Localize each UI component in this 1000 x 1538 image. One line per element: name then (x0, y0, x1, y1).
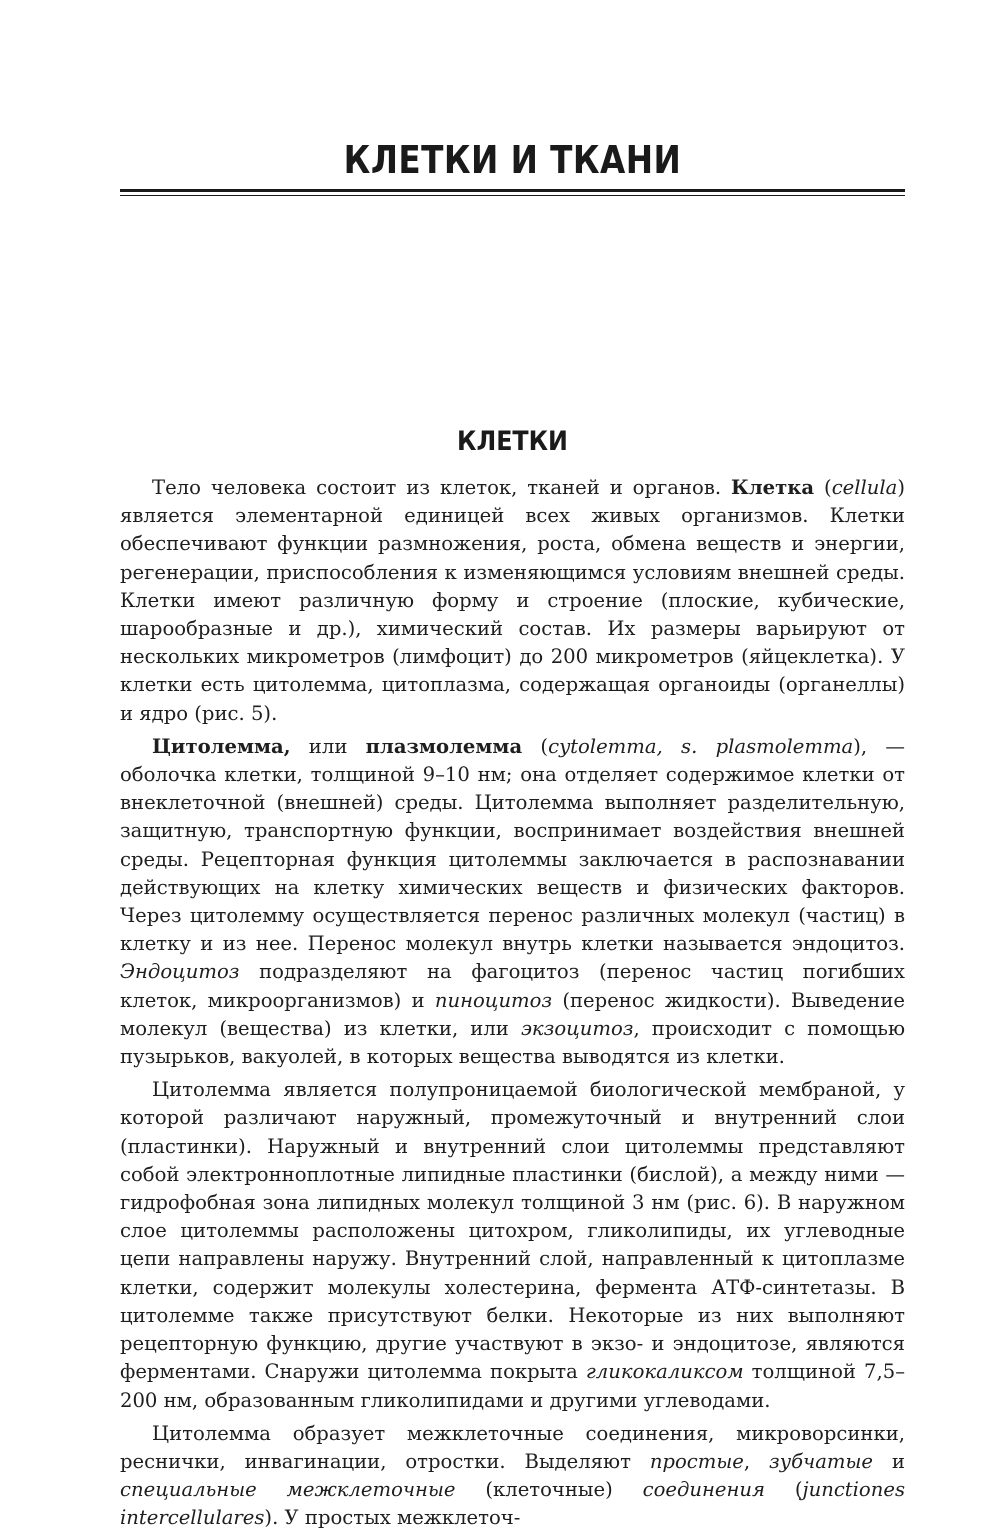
bold-term: Цитолемма, (152, 734, 291, 758)
text-run: и (873, 1449, 905, 1473)
text-run: подразделяют на фагоцитоз (перенос частиц погибших клеток, микроорганизмов) и (120, 960, 905, 1012)
text-run: или (290, 734, 366, 758)
italic-term: гликокаликсом (585, 1360, 744, 1384)
paragraph (120, 1420, 905, 1533)
text-run: ( (522, 734, 549, 758)
italic-term: Эндоцитоз (120, 960, 240, 984)
text-run: ) является элементарной единицей всех живых организмов. Клетки обеспечивают функции размножения, роста, обмена веществ и энергии, регенерации, приспособления к изменяющимся условиям внешней среды. Клетки имеют различную форму и строение (плоские, кубические, шарообразные и др.), химический состав. Их размеры варьируют от нескольких микрометров (лимфоцит) до 200 микрометров (яйцеклетка). У клетки есть цитолемма, цитоплазма, содержащая органоиды (органеллы) и ядро (рис. 5). (120, 476, 906, 725)
italic-term: простые (649, 1449, 744, 1473)
text-run: (перенос жидкости). Выведение молекул (вещества) из клетки, или (120, 988, 905, 1040)
italic-term: cellula (831, 476, 898, 499)
text-run: ). У простых межклеточ- (264, 1506, 521, 1530)
text-run: , (743, 1449, 770, 1473)
text-run: ), — оболочка клетки, толщиной 9–10 нм; она отделяет содержимое клетки от внеклеточной (внешней) среды. Цитолемма выполняет разделительную, защитную, транспортную функции, воспринимает воздействия внешней среды. Рецепторная функция цитолеммы заключается в распознавании действующих на клетку химических веществ и физических факторов. Через цитолемму осуществляется перенос различных молекул (частиц) в клетку и из нее. Перенос молекул внутрь клетки называется эндоцитоз. (120, 734, 905, 956)
bold-term: Клетка (731, 476, 815, 499)
bold-term: плазмолемма (365, 734, 523, 758)
text-run: , происходит с помощью пузырьков, вакуолей, в которых вещества выводятся из клетки. (120, 1016, 905, 1069)
paragraph (120, 733, 905, 1071)
italic-term: junctiones intercellulares (120, 1478, 905, 1530)
paragraph (120, 1076, 905, 1414)
text-run: Тело человека состоит из клеток, тканей и органов. (152, 476, 732, 499)
text-run: Цитолемма является полупроницаемой биологической мембраной, у которой различают наружный, промежуточный и внутренний слои (пластинки). Наружный и внутренний слои цитолеммы представляют собой электронноплотные липидные пластинки (бислой), а между ними — гидрофобная зона липидных молекул толщиной 3 нм (рис. 6). В наружном слое цитолеммы расположены цитохром, гликолипиды, их углеводные цепи направлены наружу. Внутренний слой, направленный к цитоплазме клетки, содержит молекулы холестерина, фермента АТФ-синтетазы. В цитолемме также присутствуют белки. Некоторые из них выполняют рецепторную функцию, другие участвуют в экзо- и эндоцитозе, являются ферментами. Снаружи цитолемма покрыта (120, 1078, 905, 1384)
section-title: КЛЕТКИ (457, 426, 568, 457)
italic-term: экзоцитоз (520, 1016, 634, 1040)
title-rule-thick (120, 189, 905, 192)
italic-term: специальные межклеточные (120, 1478, 456, 1502)
italic-term: cytolemma, s. plasmolemma (548, 734, 854, 758)
italic-term: соединения (642, 1478, 766, 1502)
chapter-title: КЛЕТКИ И ТКАНИ (343, 138, 682, 182)
title-rule-thin (120, 195, 905, 196)
italic-term: зубчатые (769, 1449, 874, 1473)
text-run: (клеточные) (455, 1478, 643, 1502)
text-run: толщиной 7,5–200 нм, образованным гликолипидами и другими углеводами. (120, 1360, 905, 1412)
italic-term: пиноцитоз (434, 988, 553, 1012)
body-text (120, 474, 905, 1538)
text-run: Цитолемма образует межклеточные соединения, микроворсинки, реснички, инвагинации, отростки. Выделяют (120, 1421, 905, 1473)
text-run: ( (814, 476, 832, 499)
paragraph (120, 474, 905, 728)
text-run: ( (765, 1478, 803, 1502)
